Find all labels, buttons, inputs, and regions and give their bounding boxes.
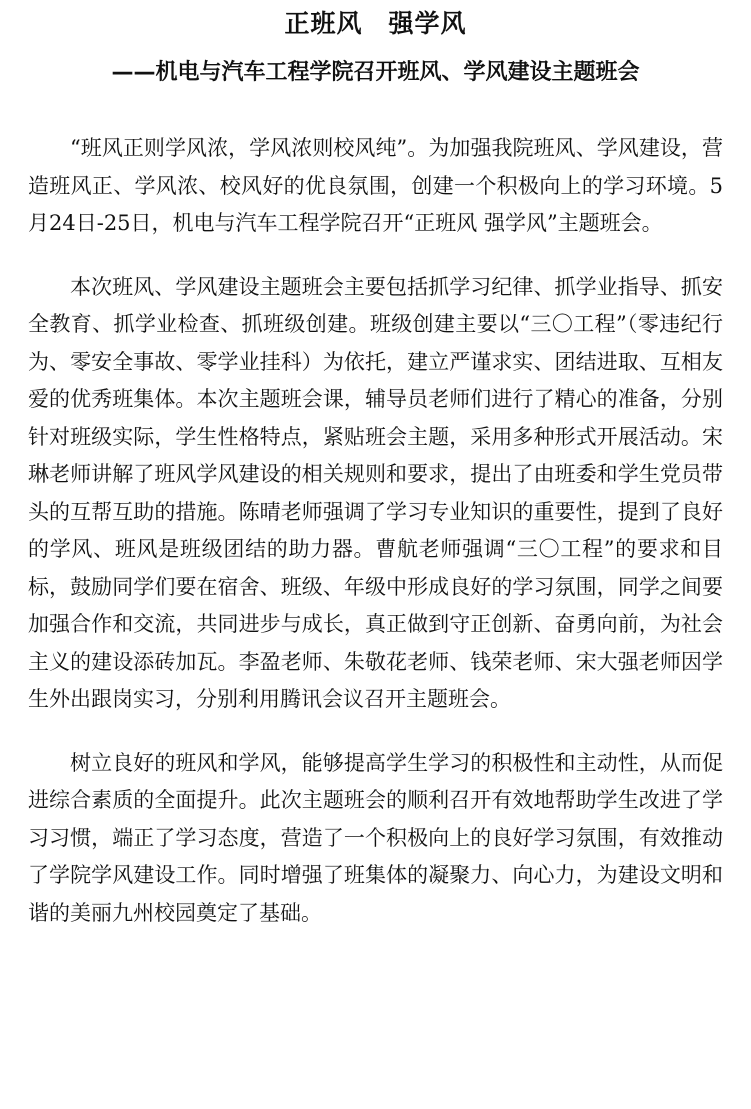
article-subtitle: ——机电与汽车工程学院召开班风、学风建设主题班会 — [111, 60, 640, 85]
paragraph-body: 本次班风、学风建设主题班会主要包括抓学习纪律、抓学业指导、抓安全教育、抓学业检查、抓班级创建。班级创建主要以“三〇工程”（零违纪行为、零安全事故、零学业挂科）为依托，建立严谨求实、团结进取、互相友爱的优秀班集体。本次主题班会课，辅导员老师们进行了精心的准备，分别针对班级实际，学生性格特点，紧贴班会主题，采用多种形式开展活动。宋琳老师讲解了班风学风建设的相关规则和要求，提出了由班委和学生党员带头的互帮互助的措施。陈晴老师强调了学习专业知识的重要性，提到了良好的学风、班风是班级团结的助力器。曹航老师强调“三〇工程”的要求和目标，鼓励同学们要在宿舍、班级、年级中形成良好的学习氛围，同学之间要加强合作和交流，共同进步与成长，真正做到守正创新、奋勇向前，为社会主义的建设添砖加瓦。李盈老师、朱敬花老师、钱荣老师、宋大强老师因学生外出跟岗实习，分别利用腾讯会议召开主题班会。 — [28, 274, 723, 711]
article — [28, 0, 723, 932]
paragraph-intro: “班风正则学风浓，学风浓则校风纯”。为加强我院班风、学风建设，营造班风正、学风浓、校风好的优良氛围，创建一个积极向上的学习环境。5月24日-25日，机电与汽车工程学院召开“正班风 强学风”主题班会。 — [28, 136, 723, 235]
paragraph-conclusion: 树立良好的班风和学风，能够提高学生学习的积极性和主动性，从而促进综合素质的全面提升。此次主题班会的顺利召开有效地帮助学生改进了学习习惯，端正了学习态度，营造了一个积极向上的良好学习氛围，有效推动了学院学风建设工作。同时增强了班集体的凝聚力、向心力，为建设文明和谐的美丽九州校园奠定了基础。 — [28, 750, 723, 925]
article-title: 正班风 强学风 — [284, 9, 467, 38]
